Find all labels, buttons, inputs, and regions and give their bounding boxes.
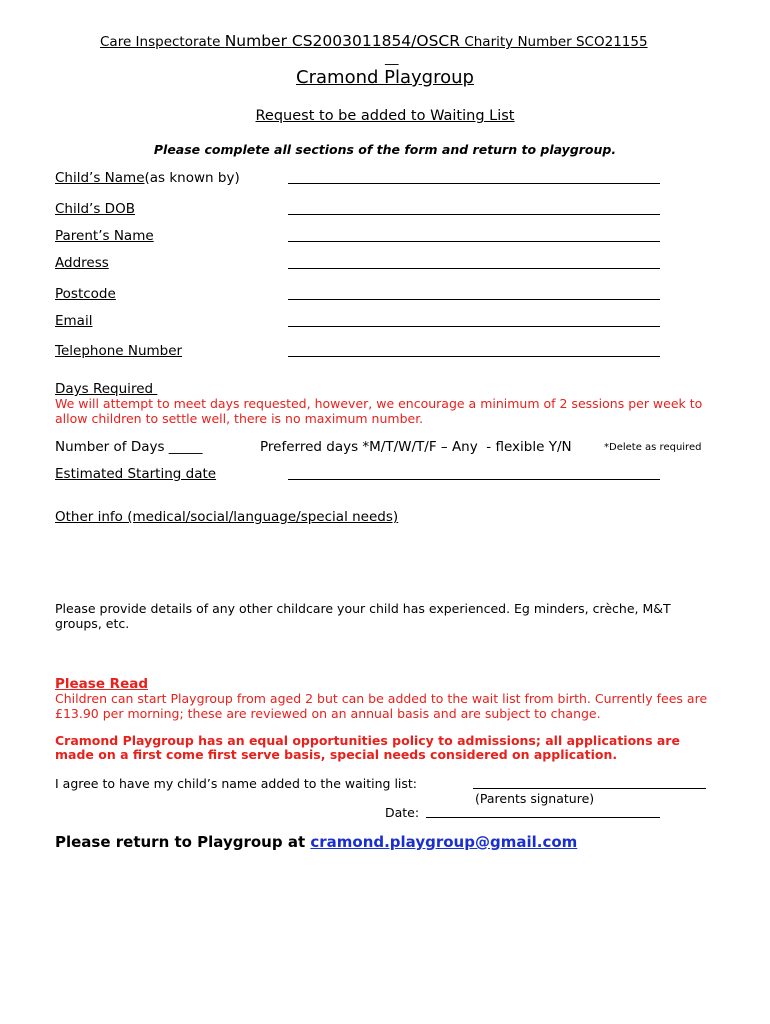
child-name-suffix: (as known by) <box>144 170 240 186</box>
email-line[interactable] <box>288 326 660 327</box>
days-required-heading: Days Required <box>55 381 158 397</box>
start-date-line[interactable] <box>288 479 660 480</box>
telephone-line[interactable] <box>288 356 660 357</box>
other-info-label: Other info (medical/social/language/special needs) <box>55 509 399 525</box>
childcare-details-prompt: Please provide details of any other childcare your child has experienced. Eg minders, crèche, M&T groups, etc. <box>55 601 671 631</box>
instruction-text: Please complete all sections of the form and return to playgroup. <box>153 142 617 157</box>
playgroup-email-link[interactable]: cramond.playgroup@gmail.com <box>310 833 578 851</box>
signature-caption: (Parents signature) <box>475 791 595 806</box>
number-word: Number <box>224 32 292 50</box>
child-name-line[interactable] <box>288 183 660 184</box>
date-label: Date: <box>385 805 420 820</box>
fees-note: Children can start Playgroup from aged 2 but can be added to the wait list from birth. Currently fees are £13.90 per morning; these are reviewed on an annual basis and are subject to change. <box>55 691 708 721</box>
header-dash: __ <box>385 50 399 66</box>
child-dob-label: Child’s DOB <box>55 201 135 217</box>
postcode-line[interactable] <box>288 299 660 300</box>
charity-number: SCO21155 <box>575 34 648 50</box>
registration-header <box>100 32 648 50</box>
parent-name-label: Parent’s Name <box>55 228 154 244</box>
days-required-note: We will attempt to meet days requested, however, we encourage a minimum of 2 sessions per week to allow children to settle well, there is no maximum number. <box>55 396 703 426</box>
email-label: Email <box>55 313 93 329</box>
address-line[interactable] <box>288 268 660 269</box>
preferred-days[interactable]: Preferred days *M/T/W/T/F – Any - flexible Y/N <box>260 439 572 455</box>
charity-number-label: Charity Number <box>460 34 576 50</box>
child-name-label <box>55 170 240 186</box>
number-of-days[interactable]: Number of Days _____ <box>55 439 203 455</box>
care-inspectorate-prefix: Care Inspectorate <box>100 34 225 50</box>
return-instruction <box>55 833 577 851</box>
agreement-text: I agree to have my child’s name added to the waiting list: <box>55 776 418 791</box>
return-text: Please return to Playgroup at <box>55 833 311 851</box>
child-name-label-text: Child’s Name <box>55 170 145 186</box>
telephone-label: Telephone Number <box>55 343 183 359</box>
date-line[interactable] <box>426 817 660 818</box>
signature-line[interactable] <box>473 788 706 789</box>
parent-name-line[interactable] <box>288 241 660 242</box>
delete-as-required-note: *Delete as required <box>604 442 702 453</box>
postcode-label: Postcode <box>55 286 116 302</box>
address-label: Address <box>55 255 109 271</box>
page-subtitle: Request to be added to Waiting List <box>255 108 515 124</box>
care-inspectorate-number: CS2003011854/OSCR <box>291 32 461 50</box>
page-title: Cramond Playgroup <box>296 67 474 88</box>
start-date-label: Estimated Starting date <box>55 466 217 482</box>
child-dob-line[interactable] <box>288 214 660 215</box>
equal-opportunities-policy: Cramond Playgroup has an equal opportunities policy to admissions; all applications are made on a first come first serve basis, special needs considered on application. <box>55 733 680 762</box>
please-read-heading: Please Read <box>55 676 149 692</box>
